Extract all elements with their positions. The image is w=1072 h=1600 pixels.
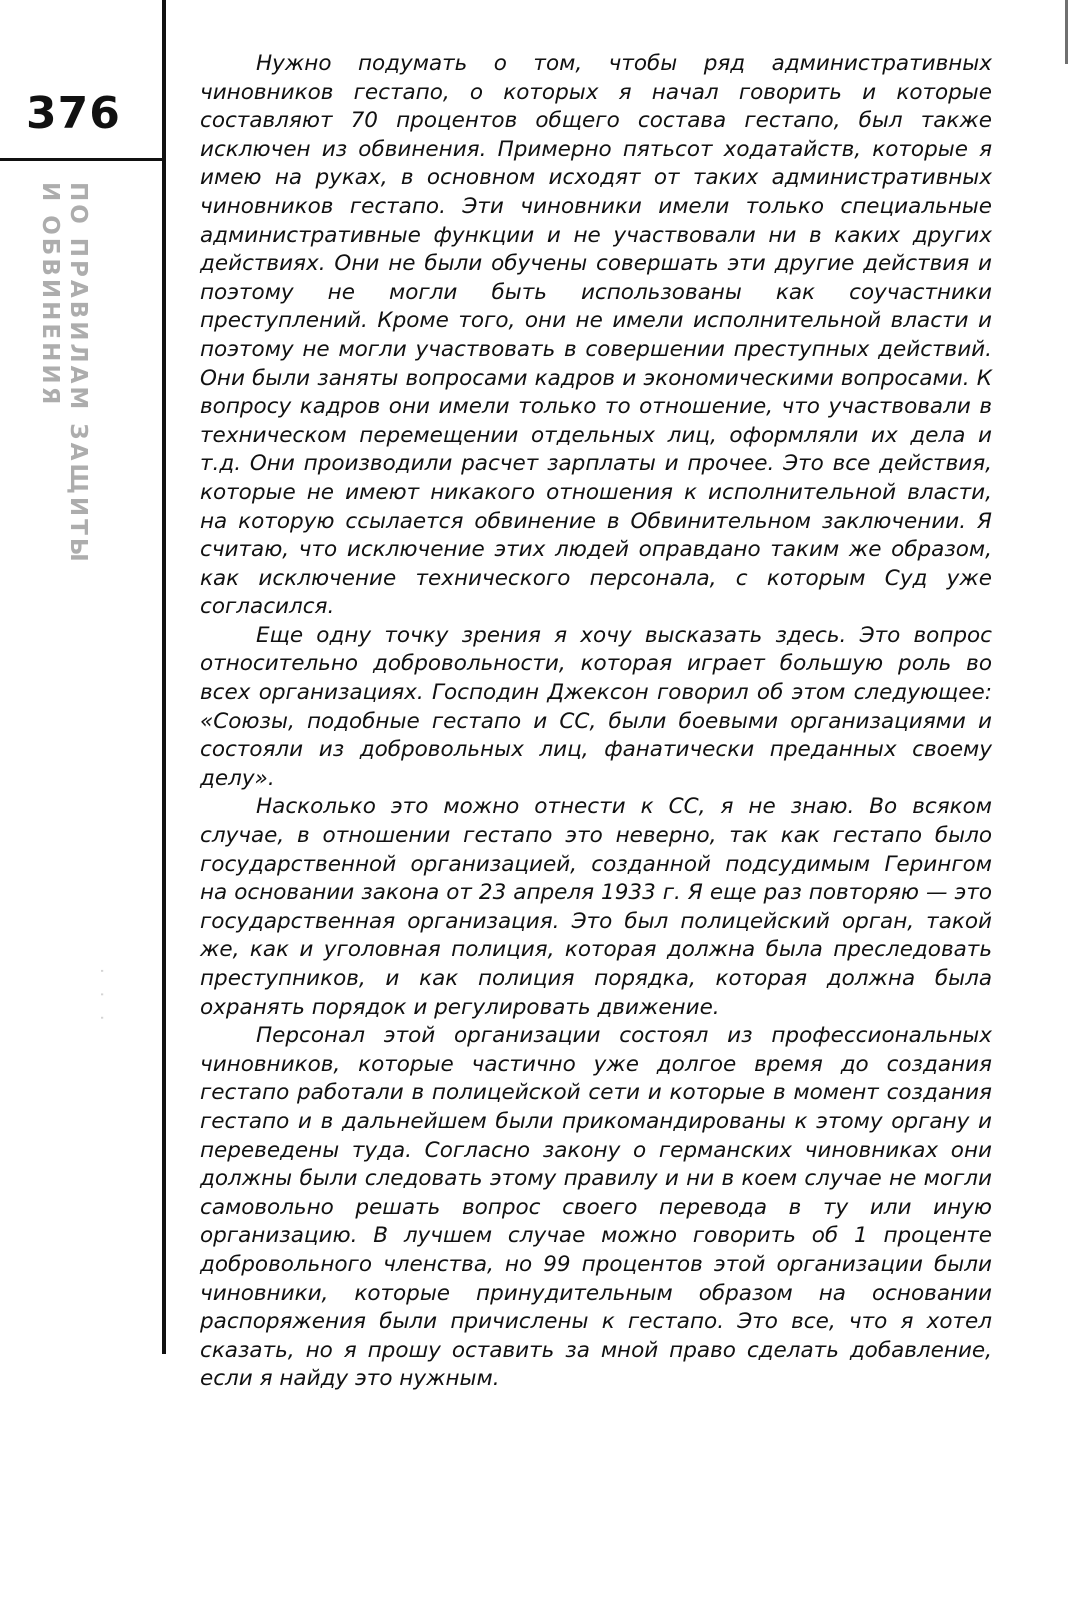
- running-title: [32, 182, 92, 722]
- paragraph-3: Насколько это можно отнести к СС, я не знаю. Во всяком случае, в отношении гестапо это неверно, так как гестапо было государственной организацией, созданной подсудимым Герингом на основании закона от 23 апреля 1933 г. Я еще раз повторяю — это государственная организация. Это был полицейский орган, такой же, как и уголовная полиция, которая должна была преследовать преступников, и как полиция порядка, которая должна была охранять порядок и регулировать движение.: [200, 794, 992, 1020]
- running-title-line-1: ПО ПРАВИЛАМ ЗАЩИТЫ: [65, 182, 91, 565]
- body-text: [200, 50, 992, 1394]
- margin-vertical-rule: [162, 0, 166, 1354]
- paragraph-4: Персонал этой организации состоял из профессиональных чиновников, которые частично уже долгое время до создания гестапо работали в полицейской сети и которые в момент создания гестапо и в дальнейшем были прикомандированы к этому органу и переведены туда. Согласно закону о германских чиновниках они должны были следовать этому правилу и ни в коем случае не могли самовольно решать вопрос своего перевода в ту или иную организацию. В лучшем случае можно говорить об 1 проценте добровольного членства, но 99 процентов этой организации были чиновники, которые принудительным образом на основании распоряжения были причислены к гестапо. Это все, что я хотел сказать, но я прошу оставить за мной право сделать добавление, если я найду это нужным.: [200, 1023, 992, 1392]
- paragraph-2: Еще одну точку зрения я хочу высказать здесь. Это вопрос относительно добровольности, которая играет большую роль во всех организациях. Господин Джексон говорил об этом следующее: «Союзы, подобные гестапо и СС, были боевыми организациями и состояли из добровольных лиц, фанатически преданных своему делу».: [200, 622, 992, 791]
- page-edge-mark: [1065, 0, 1068, 64]
- paragraph-1: Нужно подумать о том, чтобы ряд административных чиновников гестапо, о которых я начал говорить и которые составляют 70 процентов общего состава гестапо, был также исключен из обвинения. Примерно пятьсот ходатайств, которые я имею на руках, в основном исходят от таких административных чиновников гестапо. Эти чиновники имели только специальные административные функции и не участвовали ни в каких других действиях. Они не были обучены совершать эти другие действия и поэтому не могли быть использованы как соучастники преступлений. Кроме того, они не имели исполнительной власти и поэтому не могли участвовать в совершении преступных действий. Они были заняты вопросами кадров и экономическими вопросами. К вопросу кадров они имели только то отношение, что участвовали в техническом перемещении отдельных лиц, оформляли их дела и т.д. Они производили расчет зарплаты и прочее. Это все действия, которые не имеют никакого отношения к исполнительной власти, на которую ссылается обвинение в Обвинительном заключении. Я считаю, что исключение этих людей оправдано таким же образом, как исключение технического персонала, с которым Суд уже согласился.: [200, 51, 992, 620]
- page-number-divider: [0, 158, 166, 161]
- margin-faded-mark: · · ·: [91, 968, 112, 1027]
- page-number: 376: [26, 88, 121, 139]
- running-title-line-2: И ОБВИНЕНИЯ: [37, 182, 63, 408]
